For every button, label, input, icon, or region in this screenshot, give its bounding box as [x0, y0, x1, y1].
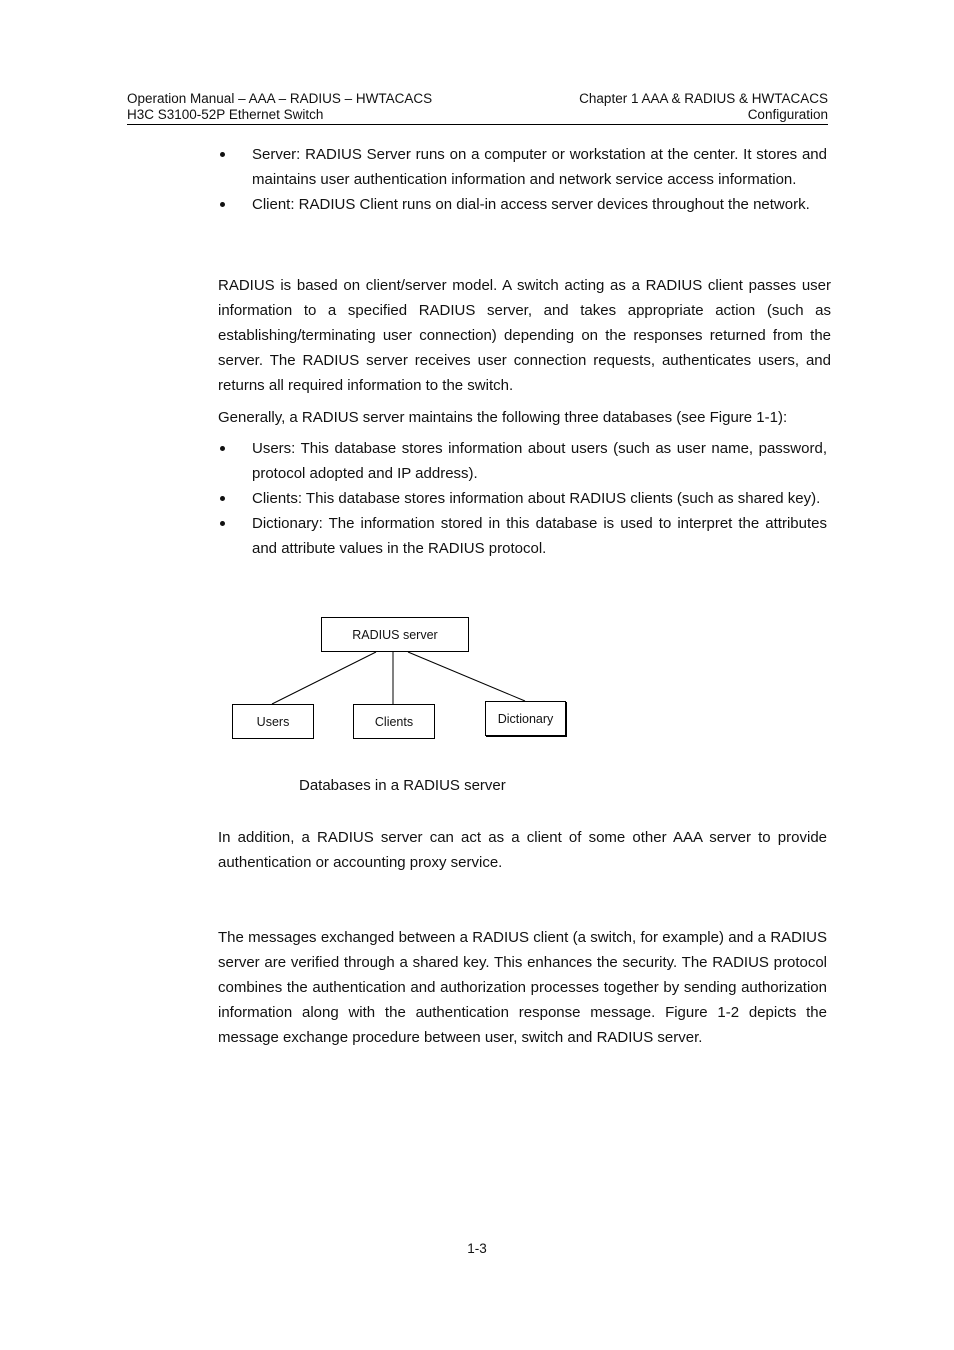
paragraph-message-exchange: The messages exchanged between a RADIUS client (a switch, for example) and a RADIUS server are verified through a shared key. This enhances the security. The RADIUS protocol combines the authentication and authorization processes together by sending authorization information along with the authentication response message. Figure 1-2 depicts the message exchange procedure between user, switch and RADIUS server. — [218, 929, 827, 1046]
chapter-title: Chapter 1 AAA & RADIUS & HWTACACS — [579, 91, 828, 106]
connector-dictionary — [408, 652, 525, 701]
running-header-right — [579, 91, 828, 123]
manual-title: Operation Manual – AAA – RADIUS – HWTACACS — [127, 91, 433, 106]
radius-server-node: RADIUS server — [321, 617, 469, 652]
list-item: Users: This database stores information about users (such as user name, password, protocol adopted and IP address). — [218, 436, 827, 486]
database-diagram — [220, 610, 580, 750]
header-divider — [127, 124, 828, 125]
list-item: Client: RADIUS Client runs on dial-in access server devices throughout the network. — [218, 192, 827, 217]
section-title: Configuration — [747, 107, 828, 122]
bullet-icon — [220, 446, 225, 451]
figure-caption: Databases in a RADIUS server — [299, 777, 506, 794]
paragraph-databases-intro: Generally, a RADIUS server maintains the following three databases (see Figure 1-1): — [218, 409, 788, 426]
bullet-list-databases — [218, 436, 827, 561]
bullet-icon — [220, 202, 225, 207]
clients-node: Clients — [353, 704, 435, 739]
dictionary-node: Dictionary — [485, 701, 566, 736]
list-item: Clients: This database stores information about RADIUS clients (such as shared key). — [218, 486, 827, 511]
list-item: Server: RADIUS Server runs on a computer or workstation at the center. It stores and maintains user authentication information and network service access information. — [218, 142, 827, 192]
connector-users — [272, 652, 376, 704]
bullet-icon — [220, 152, 225, 157]
bullet-icon — [220, 521, 225, 526]
users-node: Users — [232, 704, 314, 739]
paragraph-client-server: RADIUS is based on client/server model. A switch acting as a RADIUS client passes user information to a specified RADIUS server, and takes appropriate action (such as establishing/terminating user connection) depending on the responses returned from the server. The RADIUS server receives user connection requests, authenticates users, and returns all required information to the switch. — [218, 277, 831, 394]
list-item: Dictionary: The information stored in this database is used to interpret the attributes and attribute values in the RADIUS protocol. — [218, 511, 827, 561]
running-header-left — [127, 91, 432, 123]
paragraph-proxy: In addition, a RADIUS server can act as a client of some other AAA server to provide authentication or accounting proxy service. — [218, 829, 827, 871]
bullet-icon — [220, 496, 225, 501]
bullet-list-roles — [218, 142, 827, 217]
page-number: 1-3 — [467, 1241, 487, 1256]
product-name: H3C S3100-52P Ethernet Switch — [127, 107, 324, 122]
